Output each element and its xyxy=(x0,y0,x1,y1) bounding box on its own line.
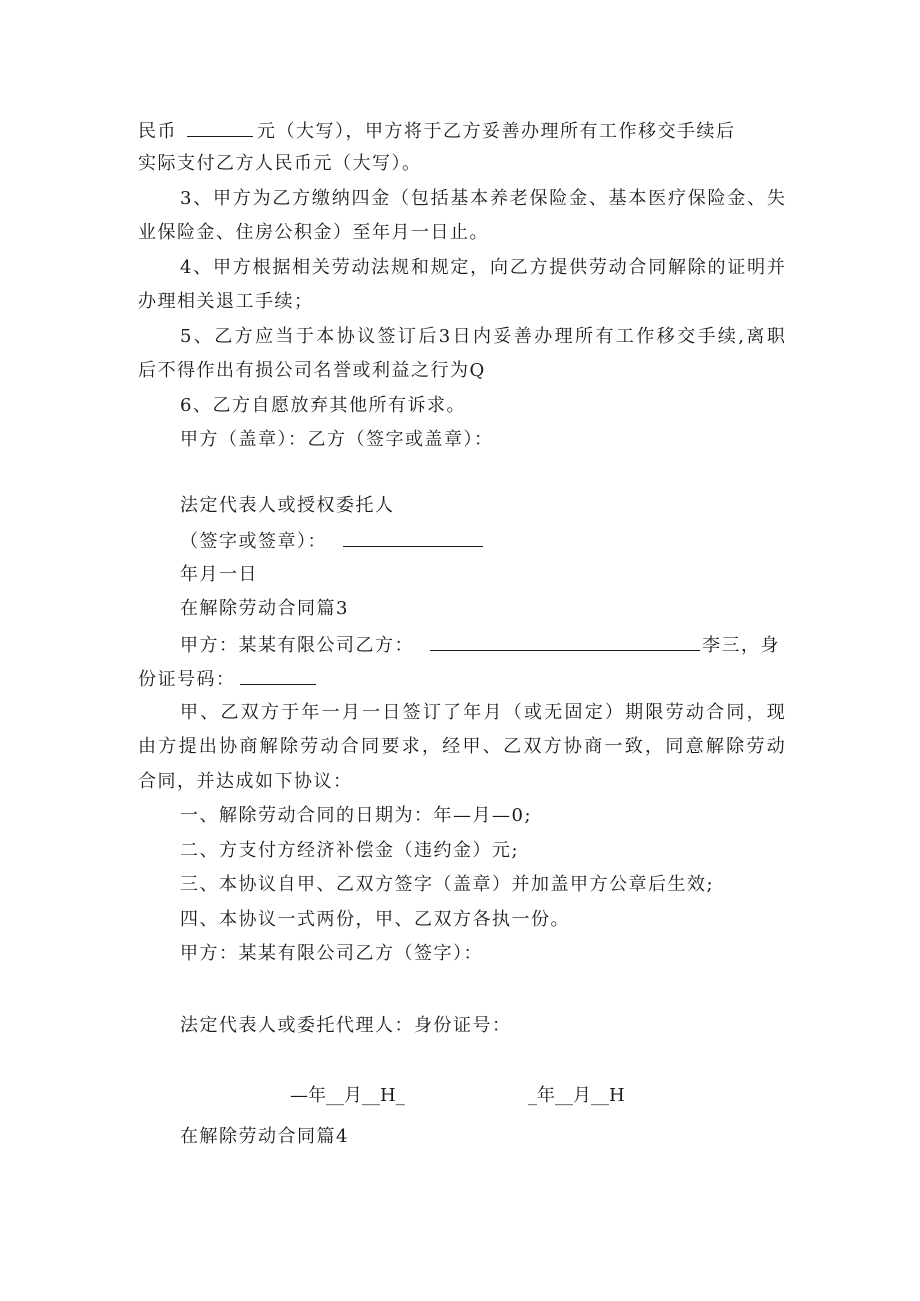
text-line: 3 、 甲 方 为 乙 方 缴 纳 四 金 （ 包 括 基 本 养 老 保 险 金 、 基 本 医 疗 保 险 金 、 失 xyxy=(180,188,785,209)
text-line: 民币 元（大写），甲方将于乙方妥善办理所有工作移交手续后 xyxy=(138,121,736,142)
text-line: 甲 、 乙 双 方 于 年 一 月 一 日 签 订 了 年 月 （ 或 无 固 定 ） 期 限 劳 动 合 同 ， 现 xyxy=(180,702,785,723)
blank-underline xyxy=(430,635,700,651)
signature-line: 甲方：某某有限公司乙方（签字）： xyxy=(180,943,483,964)
text-line: 实际支付乙方人民币元（大写）。 xyxy=(138,153,422,174)
date-line: 年月一日 xyxy=(180,564,258,585)
text-line: 法定代表人或委托代理人：身份证号： xyxy=(180,1015,512,1036)
text-line: 合同，并达成如下协议： xyxy=(138,771,353,792)
text-line: 法定代表人或授权委托人 xyxy=(180,495,395,516)
party-line: 甲方：某某有限公司乙方： 李三，身 xyxy=(180,635,780,656)
clause-item: 四、本协议一式两份，甲、乙双方各执一份。 xyxy=(180,909,570,930)
date-line: _年__月__H xyxy=(528,1085,625,1106)
blank-underline xyxy=(343,531,483,547)
text-line: 份证号码： xyxy=(138,669,316,689)
text-line: 由 方 提 出 协 商 解 除 劳 动 合 同 要 求 ， 经 甲 、 乙 双 方 协 商 一 致 ， 同 意 解 除 劳 动 xyxy=(138,736,785,757)
section-heading: 在解除劳动合同篇4 xyxy=(180,1126,349,1147)
signature-line: （签字或签章）： xyxy=(180,531,483,551)
signature-line: 甲方（盖章）：乙方（签字或盖章）： xyxy=(180,429,494,450)
section-heading: 在解除劳动合同篇3 xyxy=(180,598,349,619)
blank-underline xyxy=(187,121,253,137)
clause-item: 三、本协议自甲、乙双方签字（盖章）并加盖甲方公章后生效; xyxy=(180,874,715,895)
text-line: 办理相关退工手续； xyxy=(138,291,314,312)
blank-underline xyxy=(240,669,316,685)
text-line: 6、乙方自愿放弃其他所有诉求。 xyxy=(180,395,466,416)
clause-item: 一、解除劳动合同的日期为：年—月—0; xyxy=(180,805,533,826)
date-line: —年__月__H_ xyxy=(290,1085,405,1106)
clause-item: 二、方支付方经济补偿金（违约金）元; xyxy=(180,840,520,861)
text-line: 后不得作出有损公司名誉或利益之行为Q xyxy=(138,360,486,381)
text-line: 业保险金、住房公积金）至年月一日止。 xyxy=(138,222,489,243)
text-line: 4 、 甲 方 根 据 相 关 劳 动 法 规 和 规 定 ， 向 乙 方 提 供 劳 动 合 同 解 除 的 证 明 并 xyxy=(180,257,785,278)
text-line: 5 、 乙 方 应 当 于 本 协 议 签 订 后 3 日 内 妥 善 办 理 所 有 工 作 移 交 手 续 , 离 职 xyxy=(180,326,785,347)
